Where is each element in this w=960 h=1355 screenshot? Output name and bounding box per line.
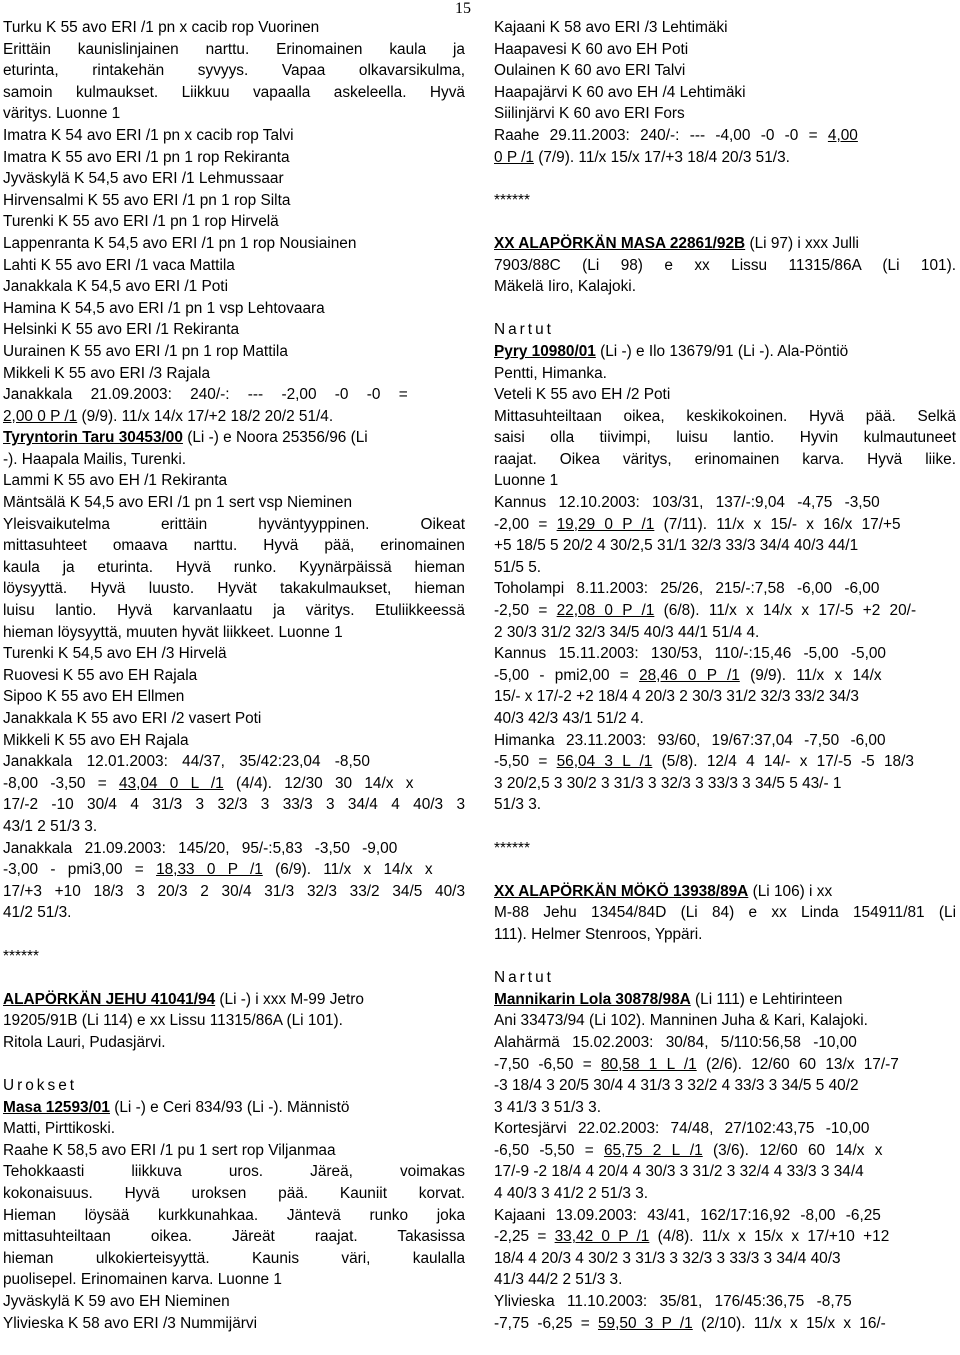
text-fragment: (9/9). 11/x x 14/x: [739, 666, 882, 684]
dog-name: Tyryntorin Taru 30453/00: [3, 429, 183, 447]
separator: ******: [494, 191, 530, 209]
text-line: Erittäin kaunislinjainen narttu. Erinomainen kaula ja: [3, 40, 465, 58]
text-line: Lammi K 55 avo EH /1 Rekiranta: [3, 472, 228, 490]
text-line: Mittasuhteiltaan oikea, keskikokoinen. Hyvä pää. Selkä: [494, 407, 956, 425]
section-heading: Nartut: [494, 321, 554, 339]
text-line: [494, 1054, 956, 1076]
text-fragment: (Li 111) e Lehtirinteen: [690, 990, 843, 1008]
text-line: [494, 989, 956, 1011]
text-fragment: (3/6). 12/60 60 14/x x: [702, 1141, 883, 1159]
text-line: [3, 859, 465, 881]
text-line: [494, 1140, 956, 1162]
text-line: Mikkeli K 55 avo EH Rajala: [3, 731, 189, 749]
text-line: Yleisvaikutelma erittäin hyväntyyppinen. Oikeat: [3, 515, 465, 533]
text-line: Mäkelä Iiro, Kalajoki.: [494, 278, 636, 296]
text-line: [494, 751, 956, 773]
text-line: Matti, Pirttikoski.: [3, 1120, 116, 1138]
text-line: [494, 1313, 956, 1335]
text-line: hieman löysyyttä, muuten hyvät liikkeet. Luonne 1: [3, 623, 343, 641]
text-line: [3, 406, 465, 428]
text-line: 41/3 44/2 2 51/3 3.: [494, 1271, 623, 1289]
text-line: Imatra K 54 avo ERI /1 pn x cacib rop Talvi: [3, 126, 294, 144]
text-fragment: Raahe 29.11.2003: 240/-: --- -4,00 -0 -0 =: [494, 126, 828, 144]
text-line: mittasuhteet omaava narttu. Hyvä pää, erinomainen: [3, 537, 465, 555]
text-fragment: -2,50 =: [494, 602, 557, 620]
text-line: Jyväskylä K 59 avo EH Nieminen: [3, 1293, 230, 1311]
text-line: Himanka 23.11.2003: 93/60, 19/67:37,04 -7,50 -6,00: [494, 731, 886, 749]
text-line: Ylivieska K 58 avo ERI /3 Nummijärvi: [3, 1314, 258, 1332]
text-line: löysyyttä. Hyvä luusto. Hyvät takakulmaukset, hieman: [3, 580, 465, 598]
text-line: Turenki K 54,5 avo EH /3 Hirvelä: [3, 645, 227, 663]
score-result: 43,04 0 L /1: [118, 774, 224, 792]
text-line: Mikkeli K 55 avo ERI /3 Rajala: [3, 364, 211, 382]
text-line: [494, 881, 956, 903]
text-line: Kannus 15.11.2003: 130/53, 110/-:15,46 -5,00 -5,00: [494, 645, 886, 663]
text-line: 19205/91B (Li 114) e xx Lissu 11315/86A (Li 101).: [3, 1012, 343, 1030]
text-line: Jyväskylä K 54,5 avo ERI /1 Lehmussaar: [3, 170, 284, 188]
text-line: [3, 773, 465, 795]
score-result: 28,46 0 P /1: [639, 666, 740, 684]
text-fragment: (6/9). 11/x x 14/x x: [262, 861, 433, 879]
text-line: 111). Helmer Stenroos, Yppäri.: [494, 925, 703, 943]
text-line: Janakkala 21.09.2003: 145/20, 95/-:5,83 -3,50 -9,00: [3, 839, 398, 857]
text-line: Ruovesi K 55 avo EH Rajala: [3, 666, 198, 684]
text-fragment: -8,00 -3,50 =: [3, 774, 119, 792]
text-line: [494, 341, 956, 363]
text-fragment: (Li -) e Ceri 834/93 (Li -). Männistö: [109, 1098, 350, 1116]
text-fragment: -3,00 - pmi3,00 =: [3, 861, 157, 879]
dog-name: ALAPÖRKÄN JEHU 41041/94: [3, 990, 216, 1008]
text-line: Uurainen K 55 avo ERI /1 pn 1 rop Mattila: [3, 342, 288, 360]
text-line: kokonaisuus. Hyvä uroksen pää. Kauniit korvat.: [3, 1185, 465, 1203]
text-line: Hamina K 54,5 avo ERI /1 pn 1 vsp Lehtovaara: [3, 299, 325, 317]
left-column: [3, 17, 465, 1334]
text-fragment: -7,50 -6,50 =: [494, 1055, 601, 1073]
score-result: 59,50 3 P /1: [597, 1314, 693, 1332]
text-line: Hirvensalmi K 55 avo ERI /1 pn 1 rop Silta: [3, 191, 291, 209]
score-result: 2,00 0 P /1: [3, 407, 78, 425]
score-result: 19,29 0 P /1: [556, 515, 655, 533]
text-line: Janakkala 12.01.2003: 44/37, 35/42:23,04 -8,50: [3, 753, 370, 771]
text-line: 4 40/3 3 41/2 2 51/3 3.: [494, 1185, 649, 1203]
text-fragment: (6/8). 11/x x 14/x x 17/-5 +2 20/-: [654, 602, 917, 620]
text-line: Mäntsälä K 54,5 avo ERI /1 pn 1 sert vsp Nieminen: [3, 494, 353, 512]
text-line: [3, 989, 465, 1011]
text-fragment: -2,00 =: [494, 515, 557, 533]
text-line: [494, 665, 956, 687]
text-line: Kajaani 13.09.2003: 43/41, 162/17:16,92 -8,00 -6,25: [494, 1206, 881, 1224]
text-line: [3, 427, 465, 449]
score-result: 80,58 1 L /1: [600, 1055, 697, 1073]
text-line: Sipoo K 55 avo EH Ellmen: [3, 688, 185, 706]
text-line: Janakkala K 54,5 avo ERI /1 Poti: [3, 278, 229, 296]
text-line: Janakkala 21.09.2003: 240/-: --- -2,00 -0 -0 =: [3, 386, 408, 404]
text-line: saisi olla tiivimpi, luisu lantio. Hyvin kulmautuneet: [494, 429, 956, 447]
text-fragment: (4/8). 11/x x 15/x x 17/+10 +12: [649, 1228, 890, 1246]
section-heading: Urokset: [3, 1077, 78, 1095]
text-fragment: (Li -) e Noora 25356/96 (Li: [182, 429, 368, 447]
text-line: [494, 233, 956, 255]
text-fragment: -7,75 -6,25 =: [494, 1314, 598, 1332]
text-line: Lahti K 55 avo ERI /1 vaca Mattila: [3, 256, 235, 274]
text-line: hieman ulkokierteisyyttä. Kaunis väri, kaulalla: [3, 1249, 465, 1267]
text-line: Haapavesi K 60 avo EH Poti: [494, 40, 689, 58]
text-line: Ylivieska 11.10.2003: 35/81, 176/45:36,75 -8,75: [494, 1293, 852, 1311]
text-line: 3 20/2,5 3 30/2 3 31/3 3 32/3 3 33/3 3 34/5 5 43/- 1: [494, 774, 842, 792]
text-line: kaula ja eturinta. Hyvä runko. Kyynärpäissä hieman: [3, 558, 465, 576]
text-line: -3 18/4 3 20/5 30/4 4 31/3 3 32/2 4 33/3 3 34/5 5 40/2: [494, 1077, 859, 1095]
text-line: eturinta, rintakehän syvyys. Vapaa olkavarsikulma,: [3, 62, 465, 80]
text-fragment: -2,25 =: [494, 1228, 555, 1246]
separator: ******: [3, 947, 39, 965]
text-line: [494, 514, 956, 536]
text-line: 17/-9 -2 18/4 4 20/4 4 30/3 3 31/2 3 32/4 4 33/3 3 34/4: [494, 1163, 864, 1181]
text-line: [3, 1097, 465, 1119]
text-line: Veteli K 55 avo EH /2 Poti: [494, 386, 671, 404]
text-line: Kortesjärvi 22.02.2003: 74/48, 27/102:43,75 -10,00: [494, 1120, 870, 1138]
text-line: Turenki K 55 avo ERI /1 pn 1 rop Hirvelä: [3, 213, 279, 231]
text-line: 18/4 4 20/3 4 30/2 3 31/3 3 32/3 3 33/3 3 34/4 40/3: [494, 1249, 841, 1267]
text-fragment: (7/9). 11/x 15/x 17/+3 18/4 20/3 51/3.: [533, 148, 790, 166]
text-line: [494, 600, 956, 622]
text-line: 15/- x 17/-2 +2 18/4 4 20/3 2 30/3 31/2 32/3 33/2 34/3: [494, 688, 859, 706]
text-line: Raahe K 58,5 avo ERI /1 pu 1 sert rop Viljanmaa: [3, 1141, 336, 1159]
score-result: 18,33 0 P /1: [156, 861, 263, 879]
score-result: 0 P /1: [494, 148, 534, 166]
dog-name: Pyry 10980/01: [494, 342, 596, 360]
text-line: Helsinki K 55 avo ERI /1 Rekiranta: [3, 321, 240, 339]
text-line: 41/2 51/3.: [3, 904, 72, 922]
text-line: 17/+3 +10 18/3 3 20/3 2 30/4 31/3 32/3 33/2 34/5 40/3: [3, 882, 465, 900]
score-result: 33,42 0 P /1: [554, 1228, 650, 1246]
text-line: Haapajärvi K 60 avo EH /4 Lehtimäki: [494, 83, 746, 101]
score-result: 4,00: [827, 126, 858, 144]
text-line: [494, 147, 956, 169]
text-line: 51/3 3.: [494, 796, 542, 814]
text-line: luisu lantio. Hyvä karvanlaatu ja väritys. Etuliikkeessä: [3, 602, 465, 620]
text-line: Ritola Lauri, Pudasjärvi.: [3, 1033, 166, 1051]
text-fragment: (9/9). 11/x 14/x 17/+2 18/2 20/2 51/4.: [77, 407, 334, 425]
text-line: Turku K 55 avo ERI /1 pn x cacib rop Vuorinen: [3, 19, 320, 36]
text-line: Luonne 1: [494, 472, 559, 490]
text-line: 7903/88C (Li 98) e xx Lissu 11315/86A (Li 101).: [494, 256, 956, 274]
text-line: Janakkala K 55 avo ERI /2 vasert Poti: [3, 710, 262, 727]
section-heading: Nartut: [494, 969, 554, 987]
text-line: 43/1 2 51/3 3.: [3, 817, 98, 835]
text-fragment: (Li 97) i xxx Julli: [745, 234, 859, 252]
text-line: Lappenranta K 54,5 avo ERI /1 pn 1 rop Nousiainen: [3, 234, 357, 252]
text-line: Oulainen K 60 avo ERI Talvi: [494, 62, 686, 80]
dog-name: XX ALAPÖRKÄN MASA 22861/92B: [494, 234, 746, 252]
dog-name: Masa 12593/01: [3, 1098, 110, 1116]
text-fragment: (Li -) e Ilo 13679/91 (Li -). Ala-Pöntiö: [595, 342, 849, 360]
page-number: 15: [455, 0, 471, 17]
text-line: väritys. Luonne 1: [3, 105, 121, 123]
dog-name: XX ALAPÖRKÄN MÖKÖ 13938/89A: [494, 882, 749, 900]
text-line: Tehokkaasti liikkuva uros. Järeä, voimakas: [3, 1163, 465, 1181]
text-line: Ani 33473/94 (Li 102). Manninen Juha & Kari, Kalajoki.: [494, 1012, 868, 1030]
text-line: Hieman löysää kurkkunahkaa. Jäntevä runko joka: [3, 1206, 465, 1224]
score-result: 56,04 3 L /1: [556, 753, 653, 771]
score-result: 65,75 2 L /1: [603, 1141, 703, 1159]
text-line: samoin kulmaukset. Liikkuu vapaalla askeleella. Hyvä: [3, 83, 465, 101]
text-line: 3 41/3 3 51/3 3.: [494, 1098, 601, 1116]
text-line: Alahärmä 15.02.2003: 30/84, 5/110:56,58 -10,00: [494, 1033, 857, 1051]
text-line: 40/3 42/3 43/1 51/2 4.: [494, 710, 644, 727]
separator: ******: [494, 839, 530, 857]
dog-name: Mannikarin Lola 30878/98A: [494, 990, 691, 1008]
text-fragment: (2/6). 12/60 60 13/x 17/-7: [696, 1055, 899, 1073]
text-line: Pentti, Himanka.: [494, 364, 607, 382]
text-line: raajat. Oikea väritys, erinomainen karva. Hyvä liike.: [494, 450, 956, 468]
text-line: Imatra K 55 avo ERI /1 pn 1 rop Rekiranta: [3, 148, 290, 166]
text-fragment: -5,00 - pmi2,00 =: [494, 666, 640, 684]
text-line: 2 30/3 31/2 32/3 34/5 40/3 44/1 51/4 4.: [494, 623, 760, 641]
text-fragment: (4/4). 12/30 30 14/x x: [223, 774, 414, 792]
text-fragment: (2/10). 11/x x 15/x x 16/-: [692, 1314, 886, 1332]
score-result: 22,08 0 P /1: [556, 602, 655, 620]
text-fragment: (Li 106) i xx: [748, 882, 833, 900]
text-fragment: -5,50 =: [494, 753, 557, 771]
text-fragment: (5/8). 12/4 4 14/- x 17/-5 -5 18/3: [652, 753, 914, 771]
text-line: Kannus 12.10.2003: 103/31, 137/-:9,04 -4,75 -3,50: [494, 494, 880, 512]
text-line: M-88 Jehu 13454/84D (Li 84) e xx Linda 154911/81 (Li: [494, 904, 956, 922]
text-line: Toholampi 8.11.2003: 25/26, 215/-:7,58 -6,00 -6,00: [494, 580, 880, 598]
text-line: puolisepel. Erinomainen karva. Luonne 1: [3, 1271, 282, 1289]
text-line: 51/5 5.: [494, 558, 542, 576]
text-line: +5 18/5 5 20/2 4 30/2,5 31/1 32/3 33/3 34/4 40/3 44/1: [494, 537, 859, 555]
text-line: Siilinjärvi K 60 avo ERI Fors: [494, 105, 685, 123]
text-line: mittasuhteiltaan oikea. Järeät raajat. Takasissa: [3, 1228, 465, 1246]
text-line: [494, 125, 956, 147]
text-fragment: -6,50 -5,50 =: [494, 1141, 604, 1159]
text-line: 17/-2 -10 30/4 4 31/3 3 32/3 3 33/3 3 34/4 4 40/3 3: [3, 796, 465, 814]
text-fragment: (7/11). 11/x x 15/- x 16/x 17/+5: [654, 515, 901, 533]
text-line: [494, 1226, 956, 1248]
text-line: Kajaani K 58 avo ERI /3 Lehtimäki: [494, 19, 728, 36]
text-fragment: (Li -) i xxx M-99 Jetro: [215, 990, 364, 1008]
right-column: [494, 17, 956, 1334]
text-line: -). Haapala Mailis, Turenki.: [3, 450, 187, 468]
